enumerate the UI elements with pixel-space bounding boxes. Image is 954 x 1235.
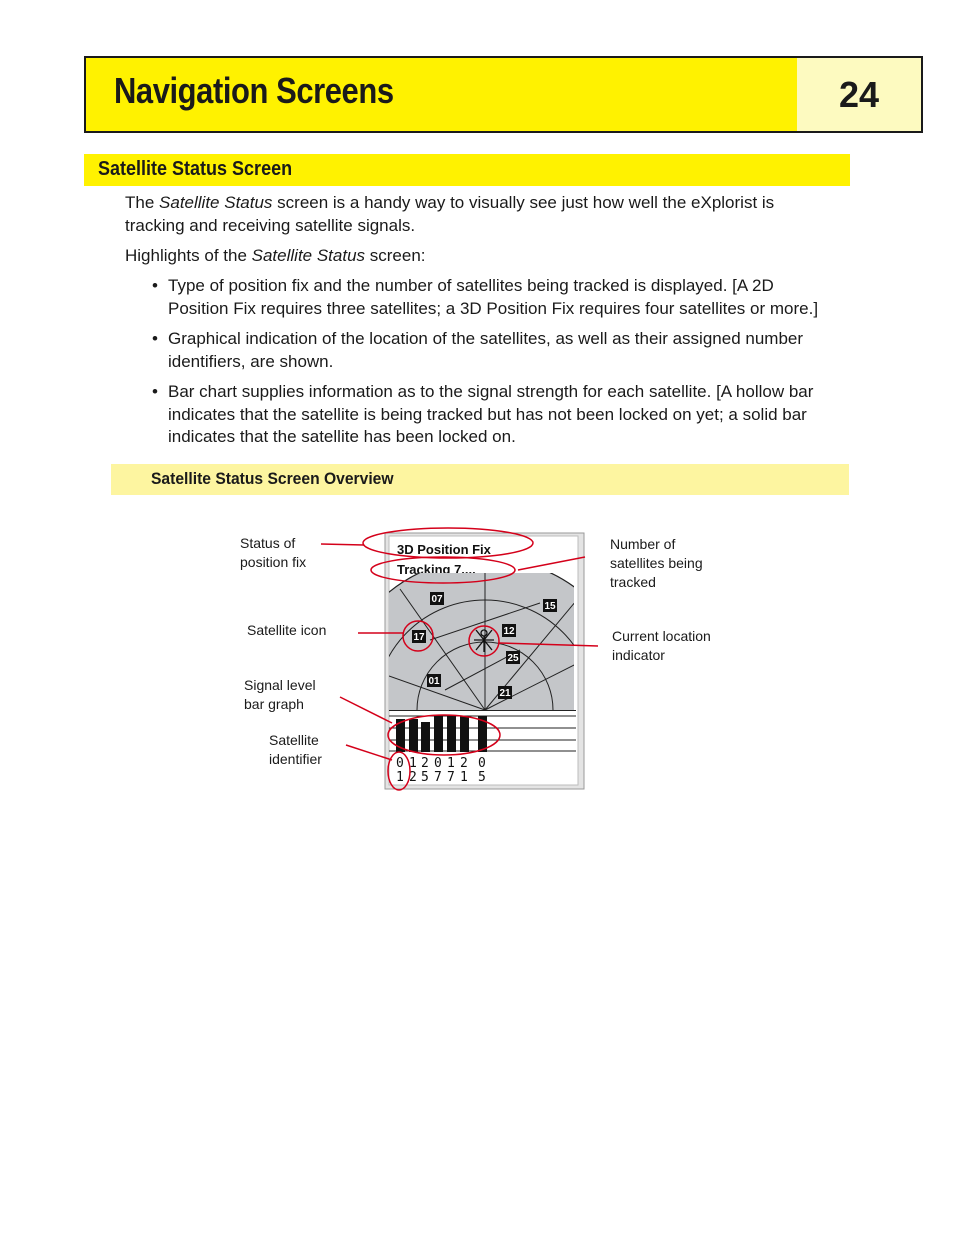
label-line: bar graph xyxy=(244,696,304,712)
bullet-line: Graphical indication of the location of the satellites, as well as their assigned number xyxy=(168,329,804,348)
identifier-digit: 7 xyxy=(447,770,455,785)
satellite-icon xyxy=(498,686,512,699)
signal-bar xyxy=(421,722,430,752)
number-of-satellites-label xyxy=(610,535,703,592)
bullet-line: Position Fix requires three satellites; a 3D Position Fix requires four satellites or more.] xyxy=(168,298,819,318)
signal-bar xyxy=(460,716,469,752)
signal-bar xyxy=(434,716,443,752)
identifier-digit: 0 xyxy=(434,756,442,771)
satellite-icon xyxy=(427,674,441,687)
satellite-icon-label xyxy=(247,621,326,640)
bullet-dot: • xyxy=(152,329,158,348)
satellite-label: 01 xyxy=(428,676,440,687)
intro-emphasis: Satellite Status xyxy=(159,193,273,212)
identifier-digit: 1 xyxy=(460,770,468,785)
bullet-line: indicates that the satellite is being tracked but has not been locked on yet; a solid bar xyxy=(168,404,807,424)
label-line: Satellite icon xyxy=(247,622,327,638)
satellite-label: 21 xyxy=(499,688,511,699)
current-location-label xyxy=(612,627,711,665)
highlights-text: Highlights of the xyxy=(125,246,252,265)
satellite-icon xyxy=(430,592,444,605)
identifier-digit: 5 xyxy=(421,770,429,785)
identifier-digit: 2 xyxy=(421,756,429,771)
bullet-line: Type of position fix and the number of satellites being tracked is displayed. [A 2D xyxy=(168,276,774,295)
leader-line xyxy=(321,544,364,545)
bullet-line: indicates that the satellite has been locked on. xyxy=(168,427,516,446)
satellite-icon xyxy=(506,651,520,664)
satellite-label: 12 xyxy=(503,626,515,637)
page-number: 24 xyxy=(797,58,921,131)
signal-bar-graph-label xyxy=(244,676,316,714)
intro-text: tracking and receiving satellite signals. xyxy=(125,215,416,235)
bullet-line: identifiers, are shown. xyxy=(168,351,334,371)
intro-text: The xyxy=(125,193,160,212)
position-fix-text: 3D Position Fix xyxy=(397,542,491,557)
status-of-fix-label xyxy=(240,534,306,572)
identifier-digit: 0 xyxy=(396,756,404,771)
highlights-text: screen: xyxy=(365,246,426,265)
label-line: position fix xyxy=(240,554,307,570)
label-line: satellites being xyxy=(610,555,703,571)
signal-bar xyxy=(409,719,418,752)
label-line: Satellite xyxy=(269,732,319,748)
label-line: Signal level xyxy=(244,677,316,693)
device-screen xyxy=(333,533,637,862)
label-line: Current location xyxy=(612,628,711,644)
label-line: tracked xyxy=(610,574,656,590)
section-heading: Satellite Status Screen xyxy=(98,158,293,180)
satellite-label: 25 xyxy=(507,653,519,664)
tracking-count-text: Tracking 7.... xyxy=(397,562,476,577)
identifier-digit: 7 xyxy=(434,770,442,785)
identifier-digit: 1 xyxy=(396,770,404,785)
label-line: Number of xyxy=(610,536,676,552)
identifier-digit: 2 xyxy=(460,756,468,771)
overview-heading: Satellite Status Screen Overview xyxy=(151,469,394,488)
label-line: identifier xyxy=(269,751,322,767)
bullet-dot: • xyxy=(152,382,158,401)
satellite-label: 15 xyxy=(544,601,556,612)
satellite-icon xyxy=(502,624,516,637)
satellite-icon xyxy=(412,630,426,643)
bullet-line: Bar chart supplies information as to the signal strength for each satellite. [A hollow bar xyxy=(168,382,814,401)
satellite-icon xyxy=(543,599,557,612)
satellite-identifier-label xyxy=(269,731,322,769)
identifier-digit: 0 xyxy=(478,756,486,771)
label-line: Status of xyxy=(240,535,296,551)
identifier-digit: 1 xyxy=(409,756,417,771)
identifier-digit: 1 xyxy=(447,756,455,771)
signal-bar xyxy=(447,716,456,752)
satellite-label: 07 xyxy=(431,594,443,605)
page-title: Navigation Screens xyxy=(114,70,394,111)
intro-text: screen is a handy way to visually see just how well the eXplorist is xyxy=(272,193,775,212)
highlights-emphasis: Satellite Status xyxy=(251,246,366,265)
identifier-digit: 5 xyxy=(478,770,486,785)
identifier-digit: 2 xyxy=(409,770,417,785)
leader-line xyxy=(340,697,392,723)
label-line: indicator xyxy=(612,647,665,663)
satellite-label: 17 xyxy=(413,632,425,643)
bullet-dot: • xyxy=(152,276,158,295)
